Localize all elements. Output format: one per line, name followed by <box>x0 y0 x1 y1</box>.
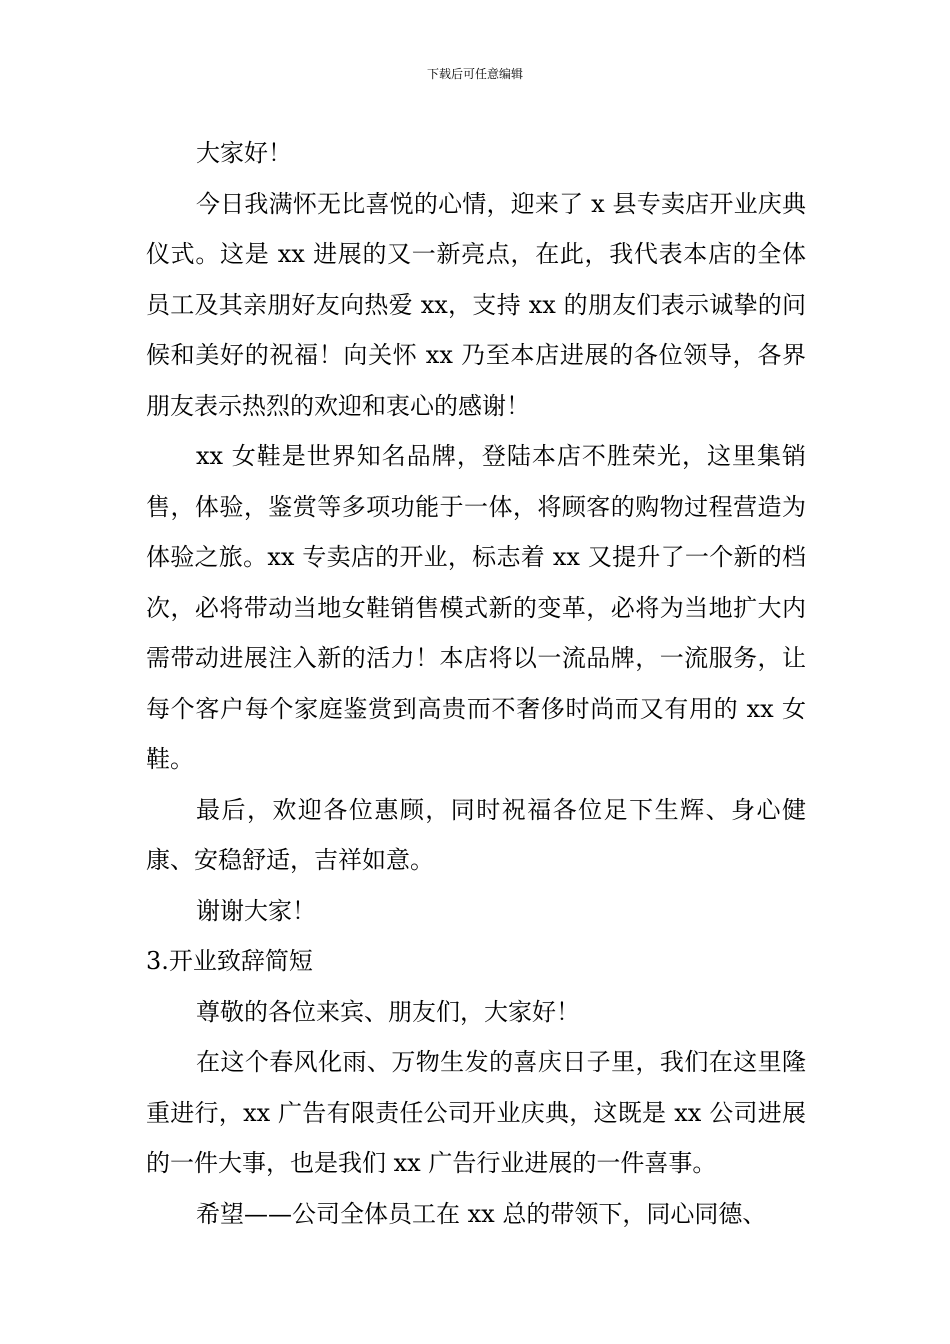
section-heading: 3.开业致辞简短 <box>146 947 313 975</box>
paragraph-ceremony: 在这个春风化雨、万物生发的喜庆日子里，我们在这里隆重进行，xx 广告有限责任公司开业庆典，这既是 xx 公司进展的一件大事，也是我们 xx 广告行业进展的一件喜事。 <box>146 1048 806 1177</box>
page-header: 下载后可任意编辑 <box>426 67 523 81</box>
paragraph-hope: 希望——公司全体员工在 xx 总的带领下，同心同德、 <box>196 1199 767 1228</box>
paragraph-salutation: 尊敬的各位来宾、朋友们，大家好！ <box>196 997 580 1026</box>
paragraph-closing-wishes: 最后，欢迎各位惠顾，同时祝福各位足下生辉、身心健康、安稳舒适，吉祥如意。 <box>146 795 806 874</box>
paragraph-brand: xx 女鞋是世界知名品牌，登陆本店不胜荣光，这里集销售，体验，鉴赏等多项功能于一体，将顾客的购物过程营造为体验之旅。xx 专卖店的开业，标志着 xx 又提升了一个新的档次，必将带动当地女鞋销售模式新的变革，必将为当地扩大内需带动进展注入新的活力！本店将以一流品牌，一流服务，让每个客户每个家庭鉴赏到高贵而不奢侈时尚而又有用的 xx 女鞋。 <box>146 442 806 773</box>
paragraph-thanks: 谢谢大家！ <box>196 896 316 925</box>
document-body <box>146 128 806 1239</box>
paragraph-opening: 今日我满怀无比喜悦的心情，迎来了 x 县专卖店开业庆典仪式。这是 xx 进展的又一新亮点，在此，我代表本店的全体员工及其亲朋好友向热爱 xx，支持 xx 的朋友们表示诚挚的问候和美好的祝福！向关怀 xx 乃至本店进展的各位领导，各界朋友表示热烈的欢迎和衷心的感谢！ <box>146 189 806 420</box>
paragraph-greeting: 大家好！ <box>196 139 292 167</box>
